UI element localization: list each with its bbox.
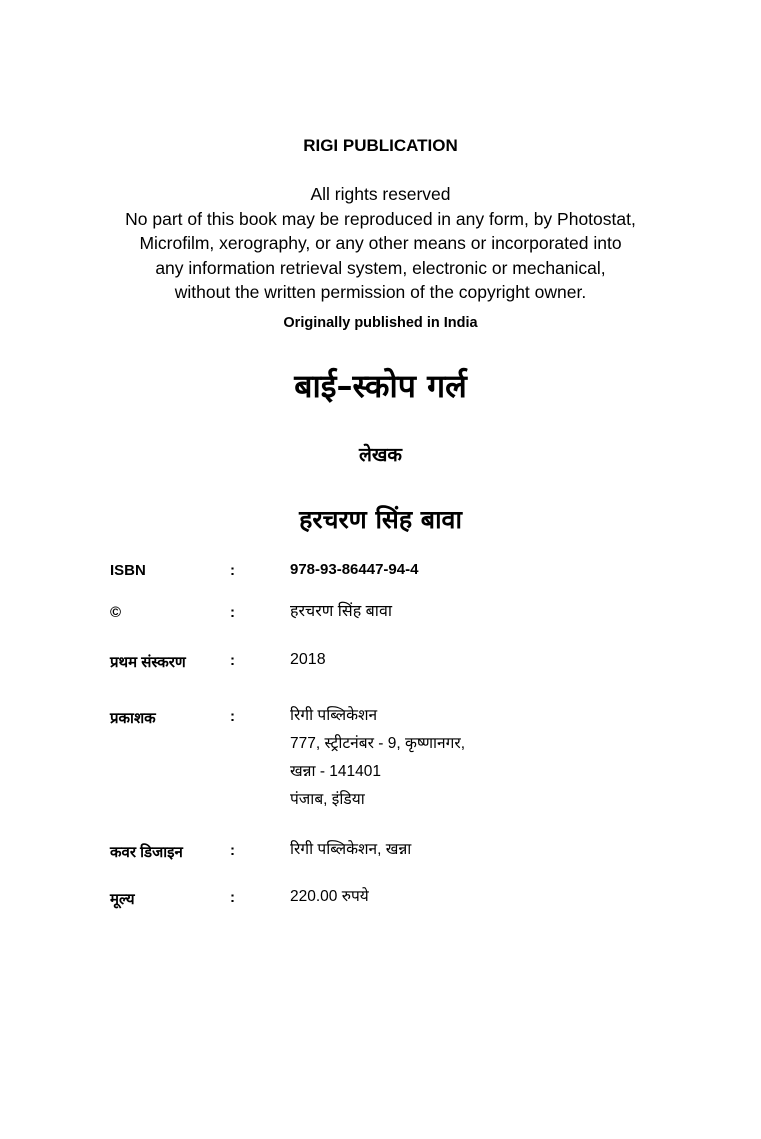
publisher-label: प्रकाशक	[110, 710, 156, 727]
rights-line: Microfilm, xerography, or any other means or incorporated into	[139, 233, 622, 253]
rights-line: All rights reserved	[310, 184, 451, 204]
separator: :	[230, 604, 235, 621]
author-label: लेखक	[358, 444, 403, 466]
rights-line: No part of this book may be reproduced in any form, by Photostat,	[125, 208, 636, 229]
edition-value: 2018	[290, 651, 326, 668]
separator: :	[230, 842, 235, 859]
address-line: खन्ना - 141401	[290, 763, 382, 780]
address-line: रिगी पब्लिकेशन	[290, 707, 378, 724]
isbn-value: 978-93-86447-94-4	[290, 561, 419, 578]
separator: :	[230, 652, 235, 669]
separator: :	[230, 708, 235, 725]
copyright-value: हरचरण सिंह बावा	[290, 603, 392, 620]
publisher-address	[290, 702, 465, 814]
separator: :	[230, 562, 235, 579]
book-title: बाई–स्कोप गर्ल	[294, 367, 467, 405]
publisher-name: RIGI PUBLICATION	[303, 136, 458, 155]
address-line: 777, स्ट्रीटनंबर - 9, कृष्णानगर,	[290, 735, 466, 752]
rights-line: any information retrieval system, electronic or mechanical,	[155, 257, 606, 278]
cover-design-value: रिगी पब्लिकेशन, खन्ना	[290, 841, 412, 858]
author-name: हरचरण सिंह बावा	[299, 505, 462, 534]
rights-line: without the written permission of the copyright owner.	[174, 282, 587, 302]
copyright-label: ©	[110, 604, 122, 621]
rights-notice	[0, 182, 761, 305]
separator: :	[230, 889, 235, 906]
price-label: मूल्य	[110, 891, 135, 908]
origin-note: Originally published in India	[283, 315, 478, 331]
price-value: 220.00 रुपये	[290, 888, 369, 905]
address-line: पंजाब, इंडिया	[290, 791, 365, 808]
cover-design-label: कवर डिजाइन	[110, 844, 183, 861]
isbn-label: ISBN	[110, 562, 146, 579]
edition-label: प्रथम संस्करण	[110, 654, 186, 671]
